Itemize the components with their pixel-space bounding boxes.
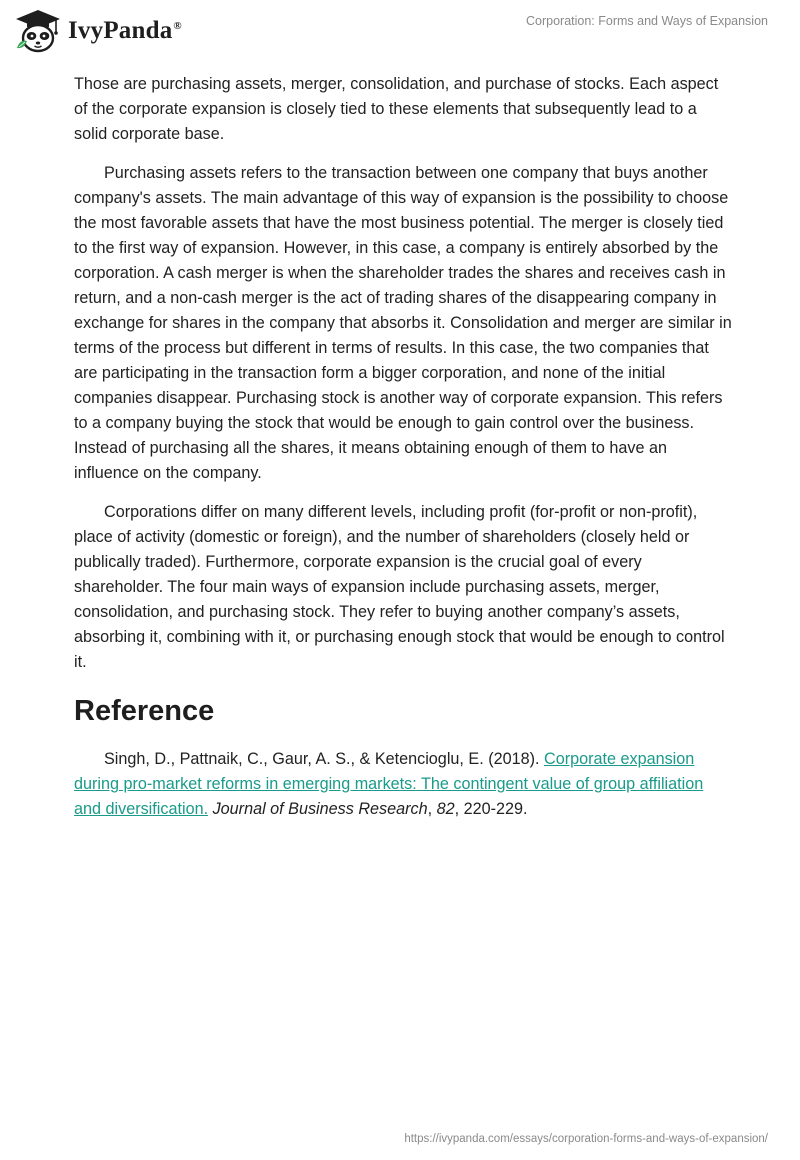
reference-volume: 82 — [436, 800, 455, 818]
page-header — [0, 0, 800, 62]
panda-logo-icon — [14, 8, 62, 54]
reference-pages: , 220-229. — [454, 800, 528, 818]
paragraph-3: Corporations differ on many different levels, including profit (for-profit or non-profit), place of activity (domestic or foreign), and the number of shareholders (closely held or publically traded). Furthermore, corporate expansion is the crucial goal of every shareholder. The four main ways of expansion include purchasing assets, merger, consolidation, and purchasing stock. They refer to buying another company’s assets, absorbing it, combining with it, or purchasing enough stock that would be enough to control it. — [74, 503, 725, 671]
brand-logo[interactable] — [14, 8, 182, 54]
header-page-title: Corporation: Forms and Ways of Expansion — [525, 14, 768, 28]
essay-body — [74, 72, 734, 836]
reference-authors: Singh, D., Pattnaik, C., Gaur, A. S., & Ketencioglu, E. (2018). — [104, 750, 544, 768]
reference-heading: Reference — [74, 695, 215, 727]
reference-entry: Singh, D., Pattnaik, C., Gaur, A. S., & Ketencioglu, E. (2018). Corporate expansion during pro-market reforms in emerging markets: The contingent value of group affiliation and diversification. Journal of Business Research, 82, 220-229. — [74, 750, 704, 818]
reference-title-link[interactable]: Corporate expansion during pro-market reforms in emerging markets: The contingent value of group affiliation and diversification. — [74, 750, 704, 818]
reference-journal: Journal of Business Research — [212, 800, 428, 818]
brand-name: IvyPanda® — [68, 17, 182, 44]
footer-url: https://ivypanda.com/essays/corporation-forms-and-ways-of-expansion/ — [404, 1133, 768, 1145]
paragraph-1: Those are purchasing assets, merger, consolidation, and purchase of stocks. Each aspect of the corporate expansion is closely tied to these elements that subsequently lead to a solid corporate base. — [74, 75, 719, 143]
paragraph-2: Purchasing assets refers to the transaction between one company that buys another company's assets. The main advantage of this way of expansion is the possibility to choose the most favorable assets that have the most business potential. The merger is closely tied to the first way of expansion. However, in this case, a company is entirely absorbed by the corporation. A cash merger is when the shareholder trades the shares and receives cash in return, and a non-cash merger is the act of trading shares of the disappearing company in exchange for shares in the company that absorbs it. Consolidation and merger are similar in terms of the process but different in terms of results. In this case, the two companies that are participating in the transaction form a bigger corporation, and none of the initial companies disappear. Purchasing stock is another way of corporate expansion. This refers to a company buying the stock that would be enough to gain control over the business. Instead of purchasing all the shares, it means obtaining enough of them to have an influence on the company. — [74, 164, 732, 482]
